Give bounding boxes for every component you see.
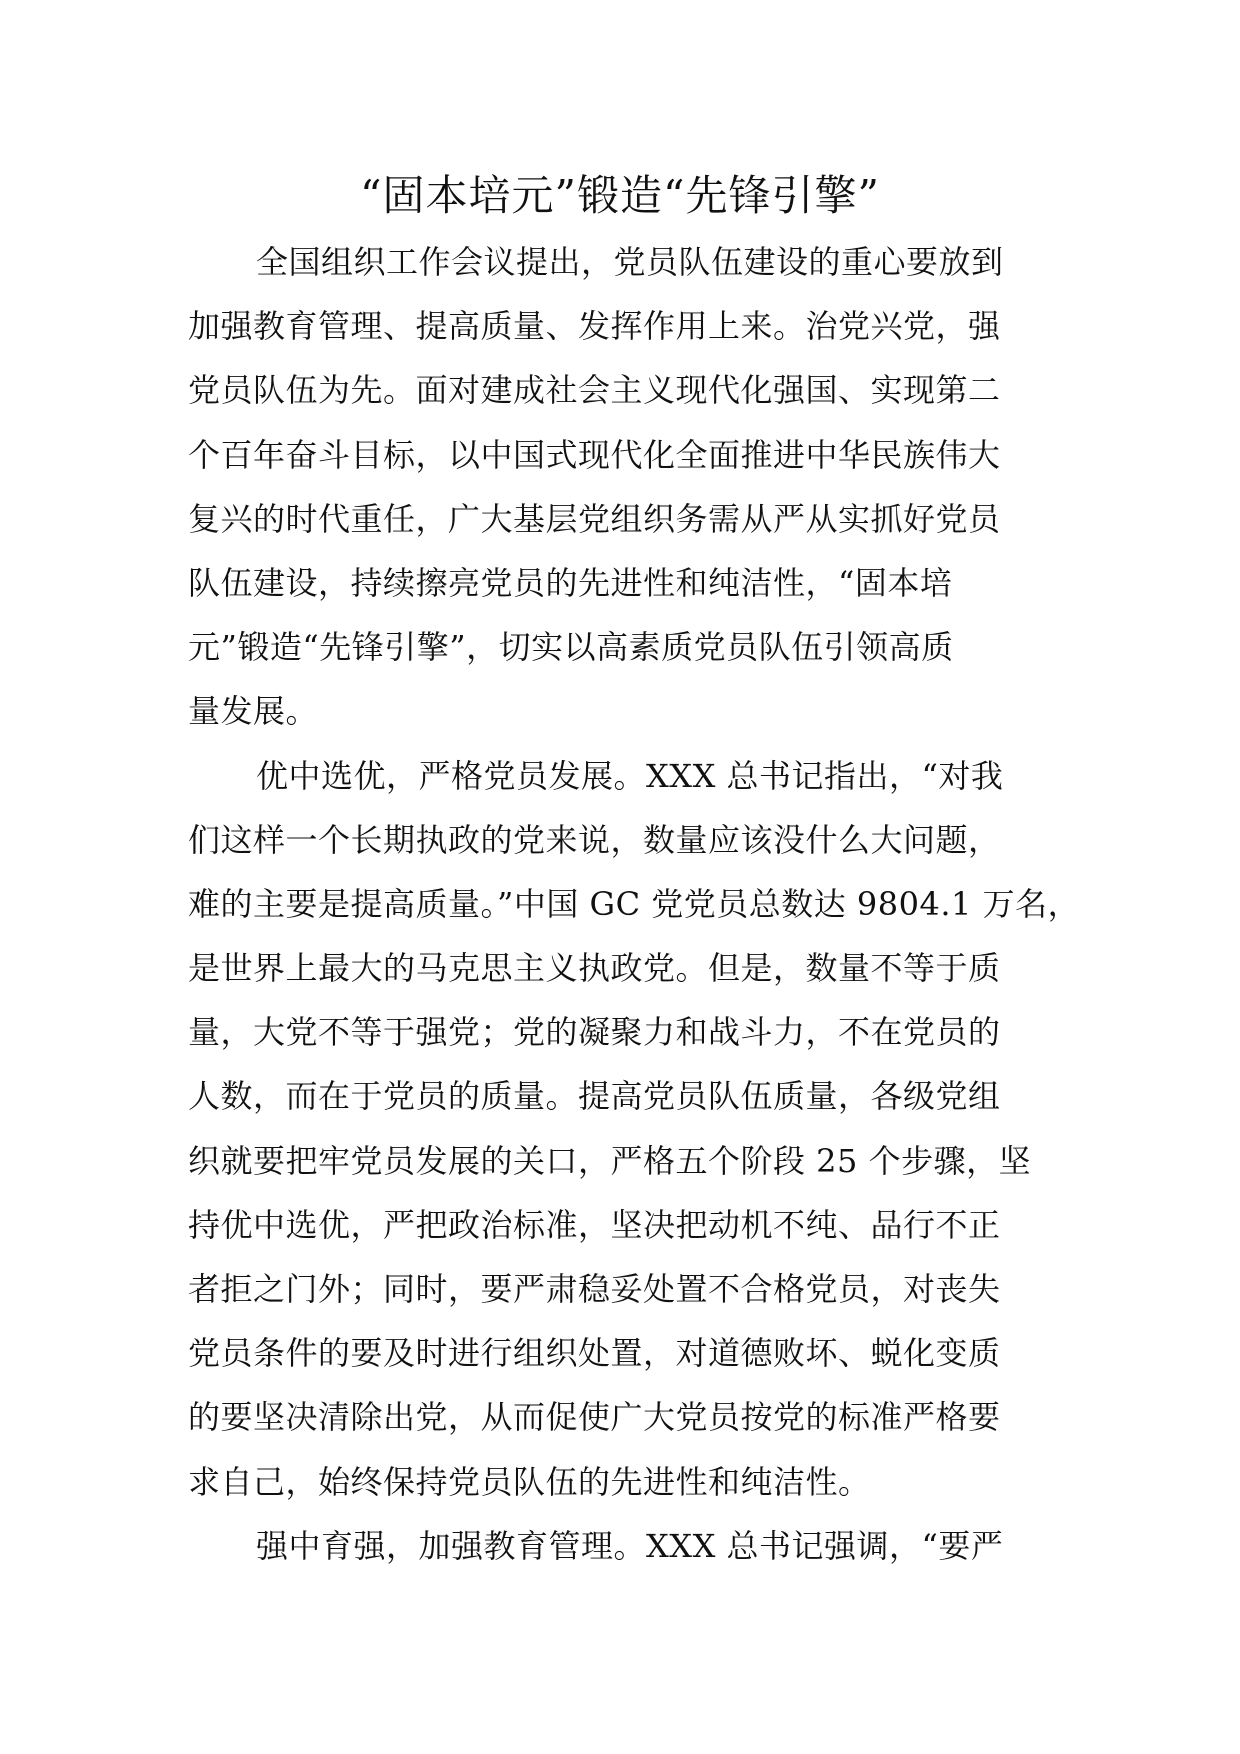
- body-line: 者拒之门外；同时，要严肃稳妥处置不合格党员，对丧失: [188, 1270, 1001, 1308]
- body-line: 元”锻造“先锋引擎”，切实以高素质党员队伍引领高质: [188, 628, 954, 667]
- body-line: 强中育强，加强教育管理。XXX 总书记强调，“要严: [256, 1526, 1004, 1565]
- body-line: 的要坚决清除出党，从而促使广大党员按党的标准严格要: [188, 1398, 1001, 1437]
- body-line: 人数，而在于党员的质量。提高党员队伍质量，各级党组: [188, 1077, 1001, 1116]
- body-line: 全国组织工作会议提出，党员队伍建设的重心要放到: [256, 243, 1004, 281]
- body-line: 队伍建设，持续擦亮党员的先进性和纯洁性，“固本培: [188, 563, 953, 602]
- body-line: 持优中选优，严把政治标准，坚决把动机不纯、品行不正: [188, 1205, 1001, 1244]
- body-line: 优中选优，严格党员发展。XXX 总书记指出，“对我: [256, 756, 1004, 795]
- body-line: 求自己，始终保持党员队伍的先进性和纯洁性。: [188, 1462, 871, 1501]
- body-line: 加强教育管理、提高质量、发挥作用上来。治党兴党，强: [188, 307, 1001, 346]
- body-line: 个百年奋斗目标，以中国式现代化全面推进中华民族伟大: [188, 435, 1001, 474]
- document-body: [188, 230, 1081, 1578]
- body-line: 党员队伍为先。面对建成社会主义现代化强国、实现第二: [188, 371, 1001, 410]
- body-line: 织就要把牢党员发展的关口，严格五个阶段 25 个步骤，坚: [188, 1141, 1032, 1180]
- body-line: 量发展。: [188, 692, 319, 731]
- body-line: 们这样一个长期执政的党来说，数量应该没什么大问题，: [188, 820, 1001, 859]
- body-line: 量，大党不等于强党；党的凝聚力和战斗力，不在党员的: [188, 1013, 1001, 1052]
- body-line: 是世界上最大的马克思主义执政党。但是，数量不等于质: [188, 949, 1001, 988]
- body-line: 难的主要是提高质量。”中国 GC 党党员总数达 9804.1 万名，: [188, 884, 1081, 923]
- body-line: 复兴的时代重任，广大基层党组织务需从严从实抓好党员: [188, 499, 1001, 538]
- document-title: “固本培元”锻造“先锋引擎”: [360, 171, 880, 220]
- body-line: 党员条件的要及时进行组织处置，对道德败坏、蜕化变质: [188, 1334, 1001, 1373]
